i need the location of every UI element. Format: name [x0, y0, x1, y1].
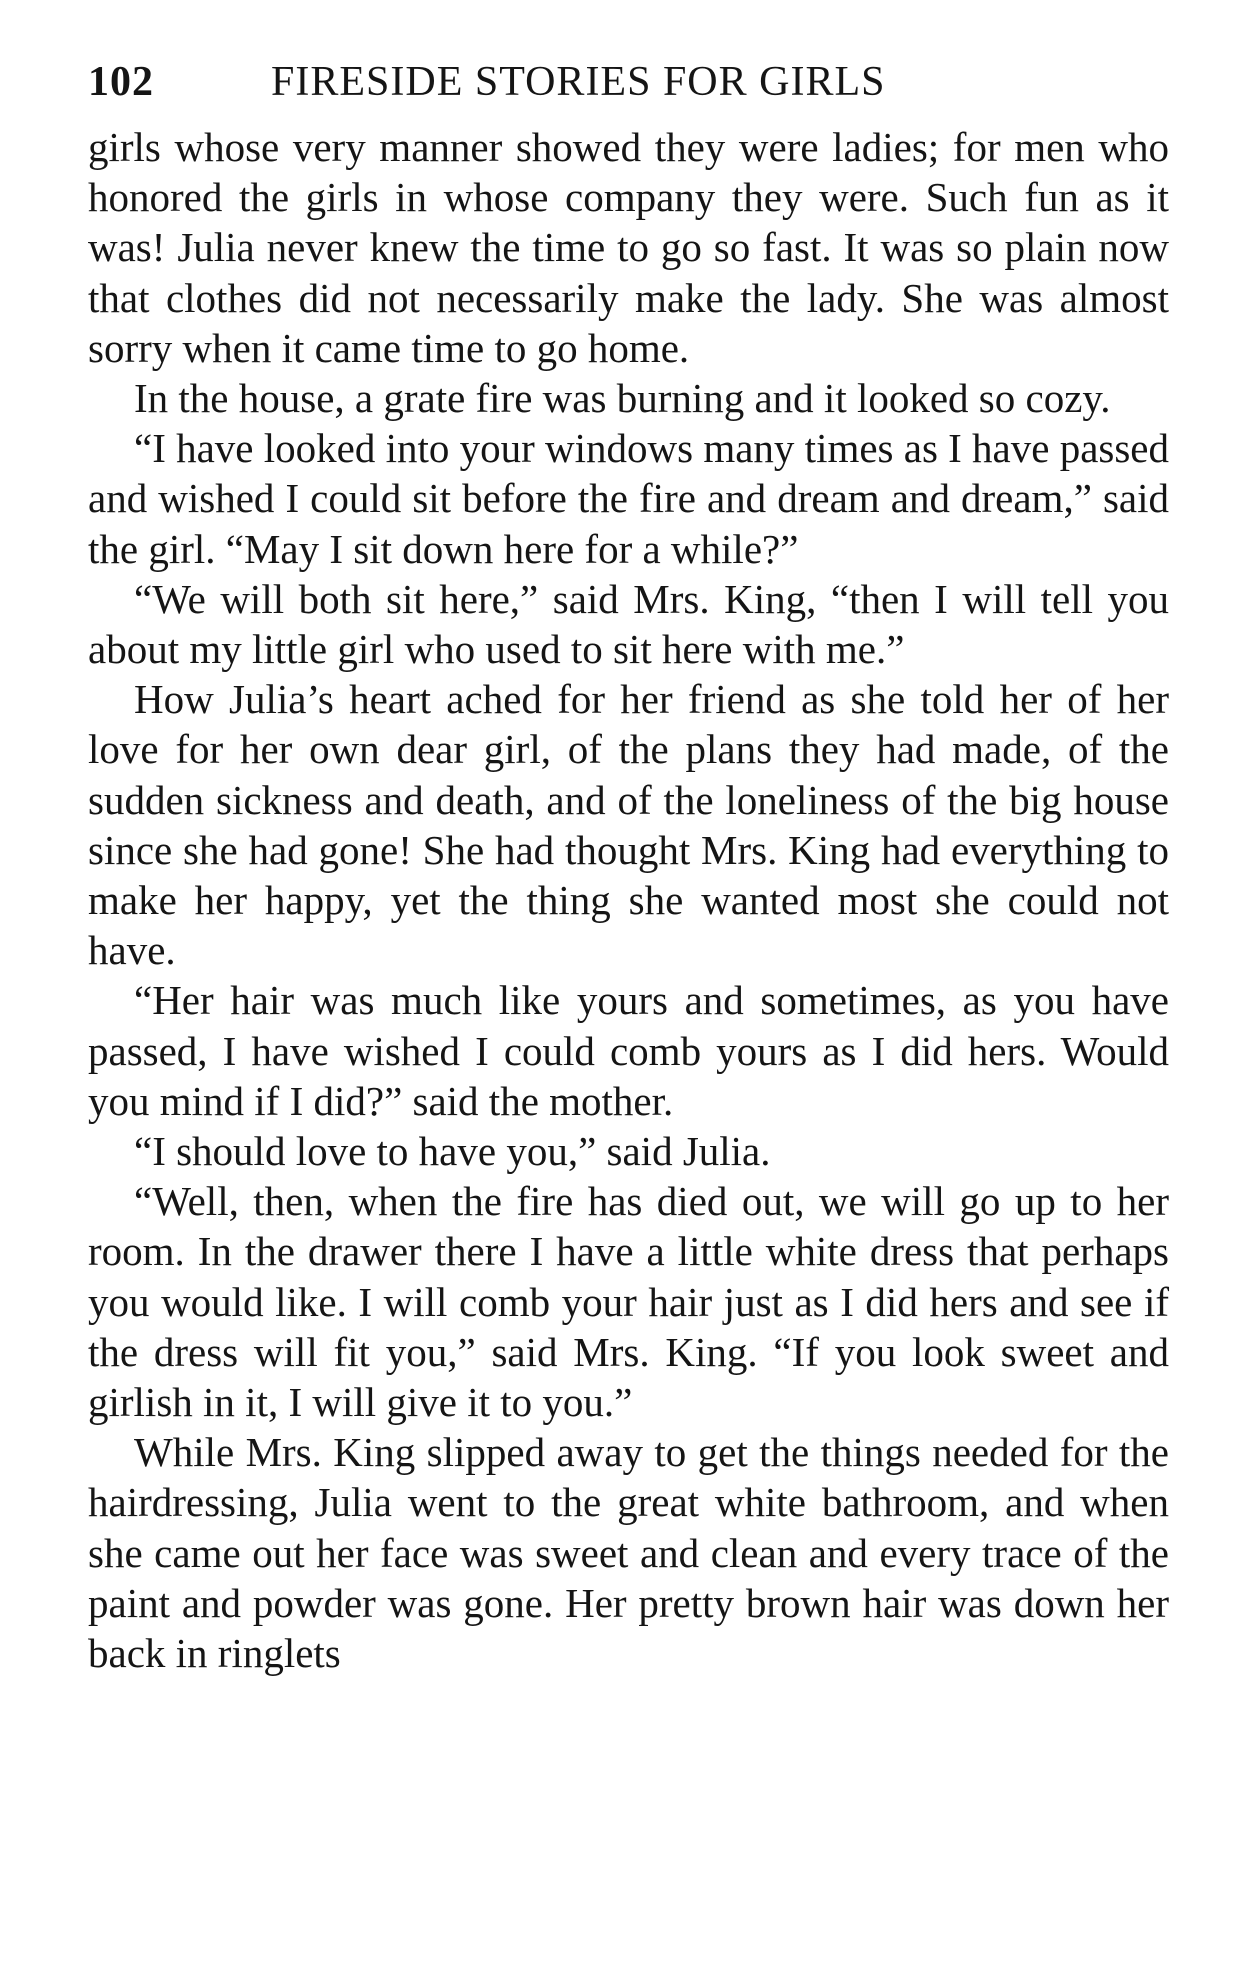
paragraph: In the house, a grate fire was burning and it looked so cozy.: [134, 375, 1111, 422]
paragraph: While Mrs. King slipped away to get the things needed for the hairdressing, Julia went to the great white bathroom, and when she came out her face was sweet and clean and every trace of the paint and powder was gone. Her pretty brown hair was down her back in ringlets: [88, 1429, 1169, 1677]
running-title: FIRESIDE STORIES FOR GIRLS: [271, 59, 886, 105]
running-head: [88, 58, 1168, 118]
paragraph: “Her hair was much like yours and sometimes, as you have passed, I have wished I could comb yours as I did hers. Would you mind if I did?” said the mother.: [88, 977, 1169, 1124]
paragraph: “We will both sit here,” said Mrs. King, “then I will tell you about my little girl who used to sit here with me.”: [88, 575, 1169, 673]
paragraph-continued: girls whose very manner showed they were ladies; for men who honored the girls in whose company they were. Such fun as it was! Julia never knew the time to go so fast. It was so plain now that clothes did not necessarily make the lady. She was almost sorry when it came time to go home.: [88, 124, 1169, 371]
body-text: [88, 122, 1169, 1678]
page-number: 102: [88, 59, 154, 105]
paragraph: “I have looked into your windows many times as I have passed and wished I could sit before the fire and dream and dream,” said the girl. “May I sit down here for a while?”: [88, 425, 1170, 572]
paragraph: “I should love to have you,” said Julia.: [134, 1128, 771, 1175]
paragraph: How Julia’s heart ached for her friend as she told her of her love for her own dear girl, of the plans they had made, of the sudden sickness and death, and of the loneliness of the big house since she had gone! She had thought Mrs. King had everything to make her happy, yet the thing she wanted most she could not have.: [88, 676, 1169, 974]
paragraph: “Well, then, when the fire has died out, we will go up to her room. In the drawer there I have a little white dress that perhaps you would like. I will comb your hair just as I did hers and see if the dress will fit you,” said Mrs. King. “If you look sweet and girlish in it, I will give it to you.”: [88, 1178, 1169, 1426]
